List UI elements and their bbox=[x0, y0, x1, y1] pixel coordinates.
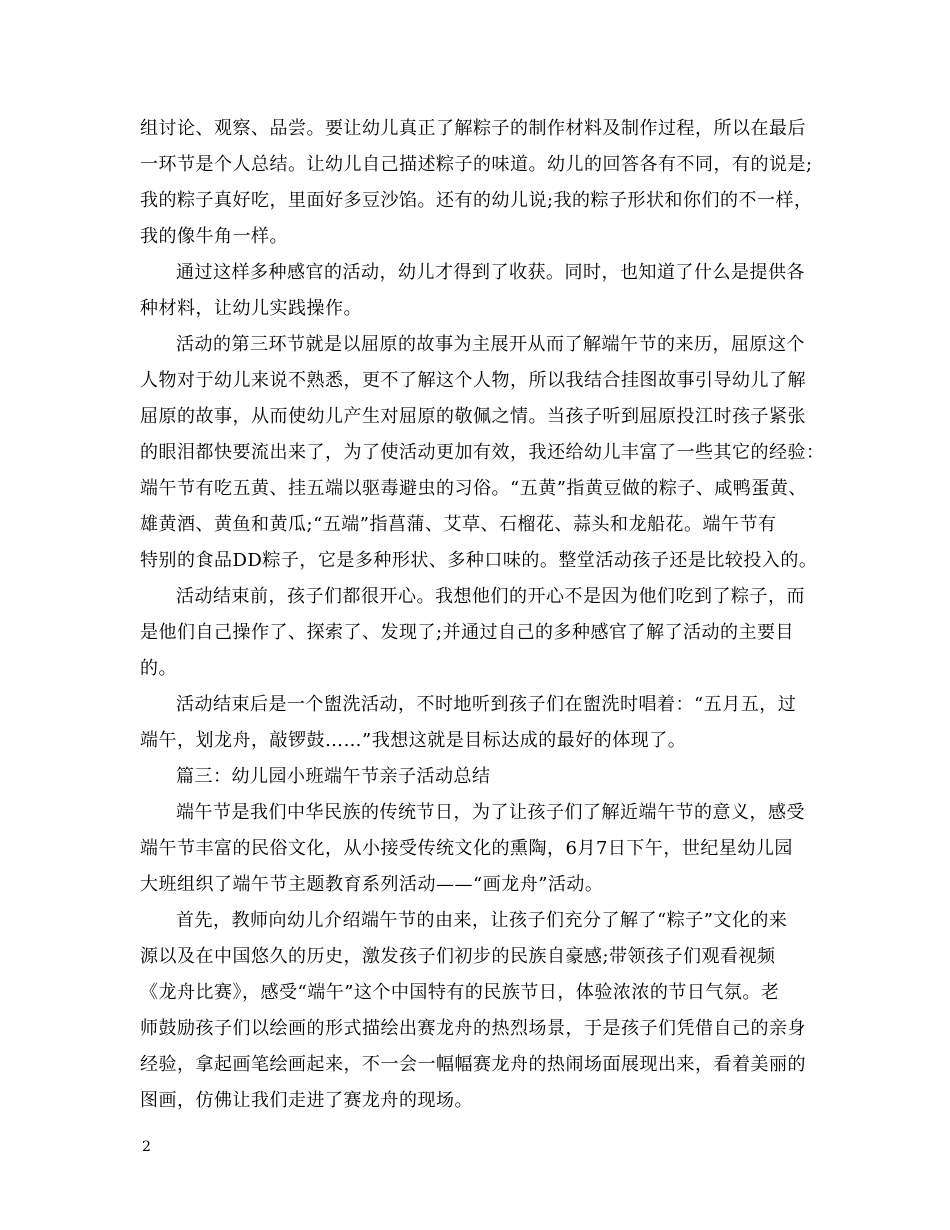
text-line: 首先，教师向幼儿介绍端午节的由来，让孩子们充分了解了“粽子”文化的来 bbox=[176, 910, 788, 931]
text-line: 是他们自己操作了、探索了、发现了;并通过自己的多种感官了解了活动的主要目 bbox=[140, 622, 795, 643]
text-line: 图画，仿佛让我们走进了赛龙舟的现场。 bbox=[140, 1090, 473, 1111]
text-line: 屈原的故事，从而使幼儿产生对屈原的敬佩之情。当孩子听到屈原投江时孩子紧张 bbox=[140, 406, 806, 427]
text-line: 特别的食品DD粽子，它是多种形状、多种口味的。整堂活动孩子还是比较投入的。 bbox=[140, 550, 818, 571]
text-line: 大班组织了端午节主题教育系列活动——“画龙舟”活动。 bbox=[140, 874, 604, 895]
text-line: 我的粽子真好吃，里面好多豆沙馅。还有的幼儿说;我的粽子形状和你们的不一样， bbox=[140, 190, 813, 211]
text-line: 的眼泪都快要流出来了，为了使活动更加有效，我还给幼儿丰富了一些其它的经验： bbox=[140, 442, 825, 463]
text-line: 师鼓励孩子们以绘画的形式描绘出赛龙舟的热烈场景，于是孩子们凭借自己的亲身 bbox=[140, 1018, 806, 1039]
text-line: 通过这样多种感官的活动，幼儿才得到了收获。同时，也知道了什么是提供各 bbox=[176, 262, 805, 283]
text-line: 我的像牛角一样。 bbox=[140, 226, 288, 247]
text-line: 源以及在中国悠久的历史，激发孩子们初步的民族自豪感;带领孩子们观看视频 bbox=[140, 946, 776, 967]
text-line: 活动结束前，孩子们都很开心。我想他们的开心不是因为他们吃到了粽子，而 bbox=[176, 586, 805, 607]
text-line: 《龙舟比赛》，感受“端午”这个中国特有的民族节日，体验浓浓的节日气氛。老 bbox=[140, 982, 780, 1003]
text-line: 端午，划龙舟，敲锣鼓……”我想这就是目标达成的最好的体现了。 bbox=[140, 730, 687, 751]
text-line: 种材料，让幼儿实践操作。 bbox=[140, 298, 362, 319]
page-number: 2 bbox=[142, 1139, 151, 1155]
text-line: 的。 bbox=[140, 658, 177, 679]
text-line: 活动结束后是一个盥洗活动，不时地听到孩子们在盥洗时唱着：“五月五，过 bbox=[176, 694, 797, 715]
text-line: 端午节有吃五黄、挂五端以驱毒避虫的习俗。“五黄”指黄豆做的粽子、咸鸭蛋黄、 bbox=[140, 478, 807, 499]
section-heading: 篇三：幼儿园小班端午节亲子活动总结 bbox=[176, 766, 491, 787]
text-line: 雄黄酒、黄鱼和黄瓜;“五端”指菖蒲、艾草、石榴花、蒜头和龙船花。端午节有 bbox=[140, 514, 777, 535]
text-line: 端午节丰富的民俗文化，从小接受传统文化的熏陶，6月7日下午，世纪星幼儿园 bbox=[140, 838, 793, 859]
text-line: 组讨论、观察、品尝。要让幼儿真正了解粽子的制作材料及制作过程，所以在最后 bbox=[140, 118, 806, 139]
text-line: 端午节是我们中华民族的传统节日，为了让孩子们了解近端午节的意义，感受 bbox=[176, 802, 805, 823]
text-line: 经验，拿起画笔绘画起来，不一会一幅幅赛龙舟的热闹场面展现出来，看着美丽的 bbox=[140, 1054, 806, 1075]
text-line: 一环节是个人总结。让幼儿自己描述粽子的味道。幼儿的回答各有不同，有的说是; bbox=[140, 154, 813, 175]
text-line: 人物对于幼儿来说不熟悉，更不了解这个人物，所以我结合挂图故事引导幼儿了解 bbox=[140, 370, 806, 391]
text-line: 活动的第三环节就是以屈原的故事为主展开从而了解端午节的来历，屈原这个 bbox=[176, 334, 805, 355]
